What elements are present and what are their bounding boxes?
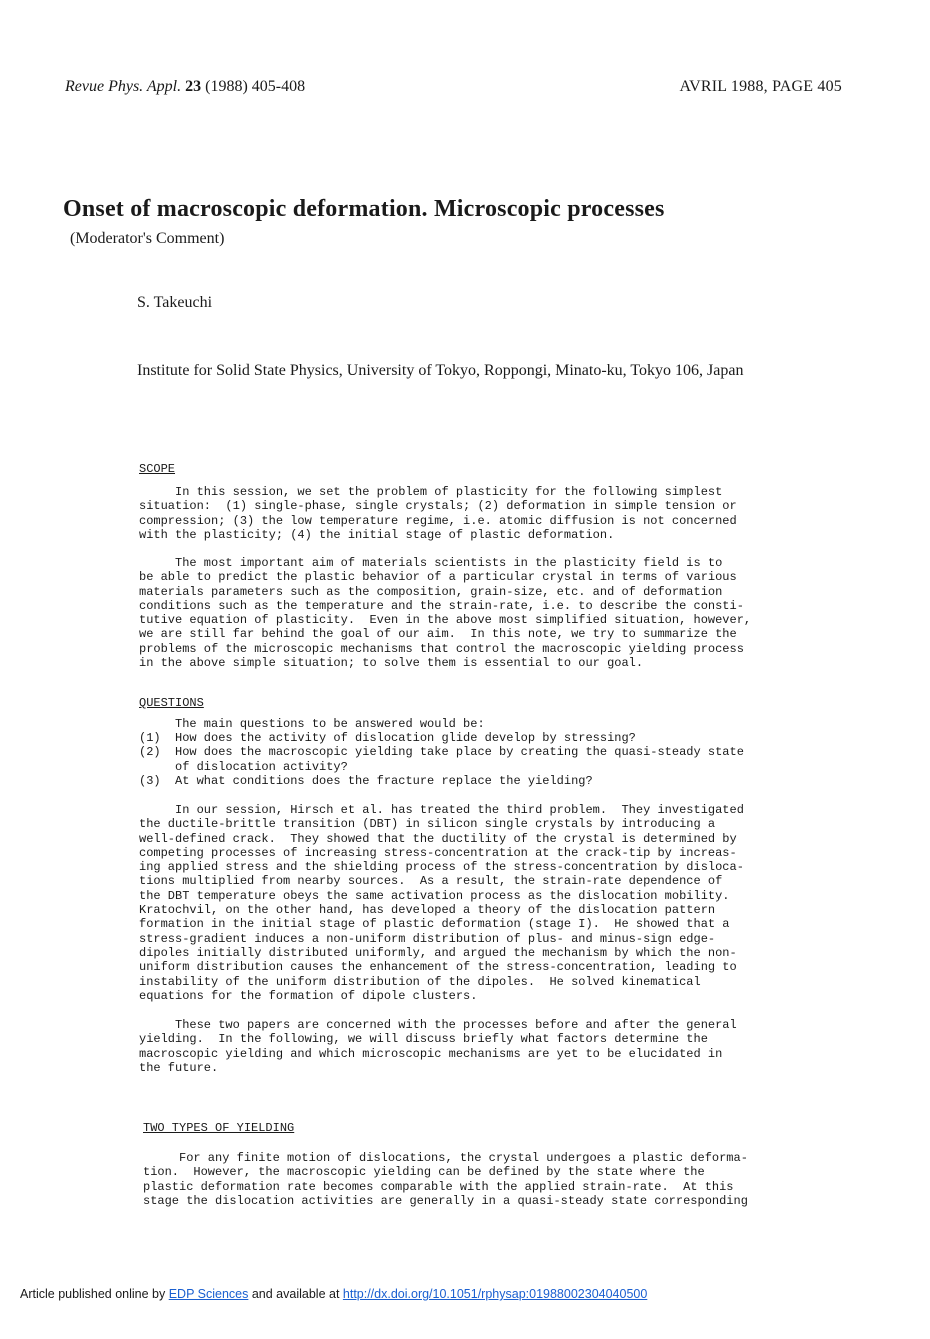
paragraph-scope-2: The most important aim of materials scientists in the plasticity field is to be able to predict the plastic behavior of a particular crystal in terms of various materials parameters such as the composition, grain-size, etc. and of deformation conditions such as the temperature and the strain-rate, i.e. to describe the consti- tutive equation of plasticity. Even in the above most simplified situation, however, we are still far behind the goal of our aim. In this note, we try to summarize the problems of the microscopic mechanisms that control the macroscopic yielding process in the above simple situation; to solve them is essential to our goal. — [139, 556, 752, 671]
journal-volume: 23 — [185, 78, 202, 95]
doi-link[interactable]: http://dx.doi.org/10.1051/rphysap:01988002304040500 — [342, 1287, 648, 1301]
article-title: Onset of macroscopic deformation. Microscopic processes — [63, 196, 665, 222]
section-heading-scope: SCOPE — [139, 462, 176, 476]
paragraph-yielding-1: For any finite motion of dislocations, the crystal undergoes a plastic deforma- tion. However, the macroscopic yielding can be defined by the state where the plastic deformation rate becomes comparable with the applied strain-rate. At this stage the dislocation activities are generally in a quasi-steady state corresponding — [143, 1151, 748, 1208]
author-affiliation: Institute for Solid State Physics, University of Tokyo, Roppongi, Minato-ku, Tokyo 106, Japan — [137, 362, 744, 379]
issue-date-page: AVRIL 1988, PAGE 405 — [679, 78, 842, 95]
journal-reference — [65, 78, 305, 96]
paragraph-session-1: In our session, Hirsch et al. has treated the third problem. They investigated the ductile-brittle transition (DBT) in silicon single crystals by introducing a well-defined crack. They showed that the ductility of the crystal is determined by competing processes of increasing stress-concentration at the crack-tip by increas- ing applied stress and the shielding process of the stress-concentration by disloca- tions multiplied from nearby sources. As a result, the strain-rate dependence of the DBT temperature obeys the same activation process as the dislocation mobility. Kratochvil, on the other hand, has developed a theory of the dislocation pattern formation in the initial stage of plastic deformation (stage I). He showed that a stress-gradient induces a non-uniform distribution of plus- and minus-sign edge- dipoles initially distributed uniformly, and argued the mechanism by which the non- uniform distribution causes the enhancement of the stress-concentration, leading to instability of the uniform distribution of the dipoles. He solved kinematical equations for the formation of dipole clusters. — [139, 803, 744, 1003]
section-heading-questions: QUESTIONS — [139, 696, 204, 710]
publication-footer — [20, 1287, 647, 1301]
questions-list: (1) How does the activity of dislocation glide develop by stressing? (2) How does the macroscopic yielding take place by creating the quasi-steady state of dislocation activity? (3) At what conditions does the fracture replace the yielding? — [139, 731, 744, 788]
author-name: S. Takeuchi — [137, 294, 213, 311]
paragraph-session-2: These two papers are concerned with the processes before and after the general yielding. In the following, we will discuss briefly what factors determine the macroscopic yielding and which microscopic mechanisms are yet to be elucidated in the future. — [139, 1018, 737, 1075]
journal-year-pages: (1988) 405-408 — [205, 78, 306, 95]
journal-name: Revue Phys. Appl. — [65, 78, 182, 95]
paragraph-scope-1: In this session, we set the problem of plasticity for the following simplest situation: (1) single-phase, single crystals; (2) deformation in simple tension or compression; (3) the low temperature regime, i.e. atomic diffusion is not concerned with the plasticity; (4) the initial stage of plastic deformation. — [139, 485, 737, 542]
publisher-link[interactable]: EDP Sciences — [168, 1287, 249, 1301]
footer-text-1: Article published online by — [20, 1287, 169, 1301]
footer-text-2: and available at — [248, 1287, 343, 1301]
article-subtitle: (Moderator's Comment) — [70, 230, 225, 247]
questions-intro: The main questions to be answered would be: — [139, 717, 485, 731]
section-heading-two-types-of-yielding: TWO TYPES OF YIELDING — [143, 1121, 295, 1135]
